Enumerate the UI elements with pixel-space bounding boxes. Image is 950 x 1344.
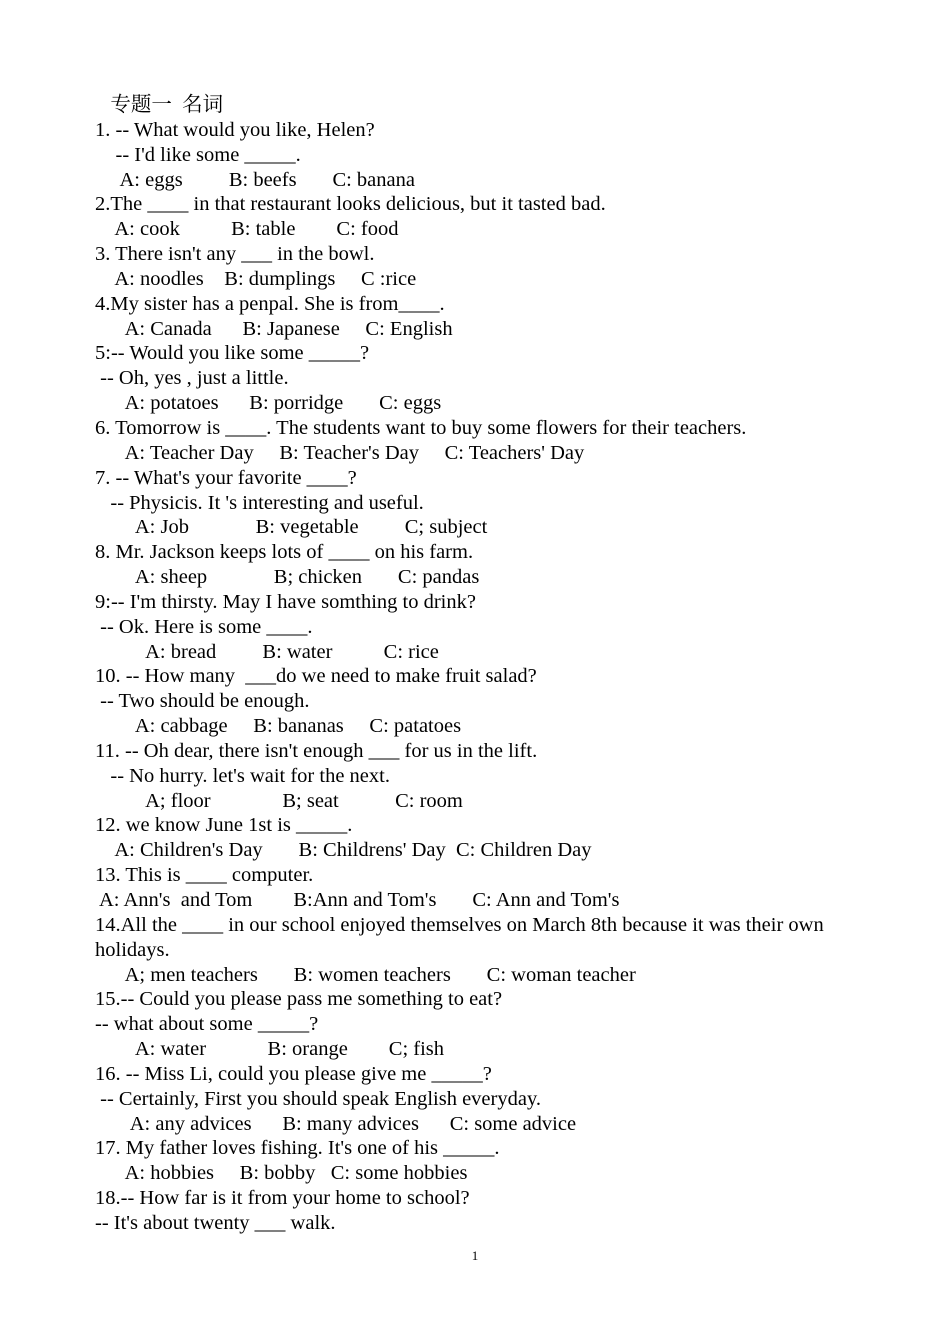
question-line: 6. Tomorrow is ____. The students want to buy some flowers for their teachers.: [95, 416, 747, 439]
answer-line: -- what about some _____?: [95, 1013, 319, 1036]
question-line: 15.-- Could you please pass me something to eat?: [95, 988, 503, 1011]
question-line: 14.All the ____ in our school enjoyed themselves on March 8th because it was their own holidays.: [95, 913, 824, 961]
answer-line: -- I'd like some _____.: [95, 143, 301, 166]
question-line: 18.-- How far is it from your home to school?: [95, 1187, 470, 1210]
page-number: 1: [471, 1248, 479, 1263]
options-line: A: cook B: table C: food: [95, 218, 399, 241]
options-line: A: hobbies B: bobby C: some hobbies: [95, 1162, 468, 1185]
answer-line: -- Two should be enough.: [95, 690, 310, 713]
options-line: A: any advices B: many advices C: some advice: [95, 1112, 577, 1135]
options-line: A; men teachers B: women teachers C: woman teacher: [95, 963, 636, 986]
question-line: 9:-- I'm thirsty. May I have somthing to drink?: [95, 590, 476, 613]
question-line: 12. we know June 1st is _____.: [95, 814, 353, 837]
answer-line: -- Ok. Here is some ____.: [95, 615, 313, 638]
answer-line: -- Oh, yes , just a little.: [95, 367, 289, 390]
options-line: A: bread B: water C: rice: [95, 640, 439, 663]
options-line: A: Job B: vegetable C; subject: [95, 516, 488, 539]
answer-line: -- Certainly, First you should speak English everyday.: [95, 1087, 541, 1110]
worksheet-title: 专题一 名词: [95, 94, 224, 116]
worksheet-body: [95, 93, 865, 1236]
question-line: 17. My father loves fishing. It's one of his _____.: [95, 1137, 500, 1160]
question-line: 8. Mr. Jackson keeps lots of ____ on his farm.: [95, 541, 474, 564]
question-line: 3. There isn't any ___ in the bowl.: [95, 243, 375, 266]
options-line: A: eggs B: beefs C: banana: [95, 168, 415, 191]
question-line: 13. This is ____ computer.: [95, 864, 314, 887]
question-line: 7. -- What's your favorite ____?: [95, 466, 357, 489]
options-line: A: Children's Day B: Childrens' Day C: Children Day: [95, 839, 592, 862]
options-line: A: potatoes B: porridge C: eggs: [95, 392, 442, 415]
options-line: A: Ann's and Tom B:Ann and Tom's C: Ann and Tom's: [95, 889, 620, 911]
answer-line: -- Physicis. It 's interesting and useful.: [95, 491, 424, 514]
answer-line: -- No hurry. let's wait for the next.: [95, 764, 390, 787]
question-line: 16. -- Miss Li, could you please give me _____?: [95, 1062, 492, 1085]
options-line: A; floor B; seat C: room: [95, 789, 463, 812]
question-line: 10. -- How many ___do we need to make fruit salad?: [95, 665, 537, 688]
question-line: 1. -- What would you like, Helen?: [95, 118, 375, 141]
options-line: A: Canada B: Japanese C: English: [95, 317, 453, 340]
question-line: 11. -- Oh dear, there isn't enough ___ for us in the lift.: [95, 739, 538, 762]
options-line: A: water B: orange C; fish: [95, 1038, 445, 1061]
question-line: 5:-- Would you like some _____?: [95, 342, 370, 365]
options-line: A: cabbage B: bananas C: patatoes: [95, 715, 462, 738]
options-line: A: sheep B; chicken C: pandas: [95, 566, 480, 589]
question-line: 4.My sister has a penpal. She is from____.: [95, 292, 445, 315]
options-line: A: Teacher Day B: Teacher's Day C: Teachers' Day: [95, 441, 585, 464]
question-line: 2.The ____ in that restaurant looks delicious, but it tasted bad.: [95, 193, 606, 216]
options-line: A: noodles B: dumplings C :rice: [95, 267, 417, 290]
answer-line: -- It's about twenty ___ walk.: [95, 1211, 336, 1234]
